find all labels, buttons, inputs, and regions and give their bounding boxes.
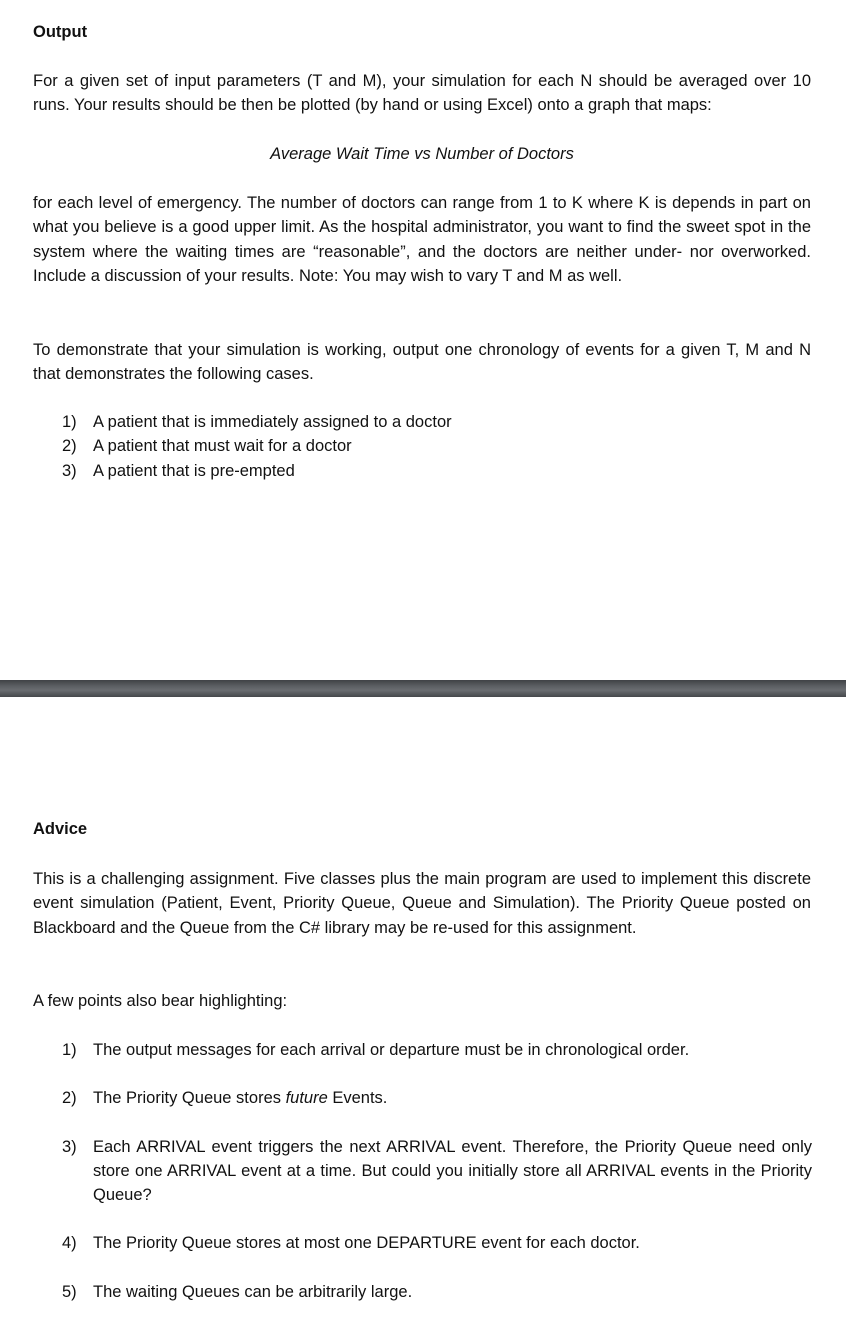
advice-paragraph-2: A few points also bear highlighting: (33, 992, 288, 1010)
list-number: 5) (62, 1282, 77, 1301)
list-number: 2) (62, 1089, 77, 1108)
list-item-text: Events. (327, 1089, 388, 1108)
list-item (62, 1038, 812, 1062)
output-paragraph-1: For a given set of input parameters (T and M), your simulation for each N should be averaged over 10 runs. Your results should be then be plotted (by hand or using Excel) onto a graph that maps: (33, 72, 811, 115)
section-heading-output: Output (33, 23, 88, 41)
list-item (62, 1086, 812, 1110)
graph-title: Average Wait Time vs Number of Doctors (270, 145, 574, 163)
list-item-text: The output messages for each arrival or departure must be in chronological order. (93, 1041, 690, 1059)
document-page-2 (0, 697, 846, 1340)
list-number: 3) (62, 1137, 77, 1156)
page-separator (0, 680, 846, 697)
list-number: 1) (62, 413, 77, 431)
points-list (62, 1038, 812, 1328)
list-item (62, 1135, 812, 1208)
output-paragraph-2: for each level of emergency. The number of doctors can range from 1 to K where K is depends in part on what you believe is a good upper limit. As the hospital administrator, you want to find the sweet spot in the system where the waiting times are “reasonable”, and the doctors are neither under- nor overworked. Include a discussion of your results. Note: You may wish to vary T and M as well. (33, 194, 811, 285)
list-item-text: The Priority Queue stores at most one DEPARTURE event for each doctor. (93, 1234, 640, 1253)
list-number: 2) (62, 437, 77, 456)
list-item-text: A patient that must wait for a doctor (93, 437, 352, 456)
list-item-text: Each ARRIVAL event triggers the next ARRIVAL event. Therefore, the Priority Queue need only store one ARRIVAL event at a time. But could you initially store all ARRIVAL events in the Priority Queue? (93, 1137, 812, 1205)
advice-paragraph-1: This is a challenging assignment. Five classes plus the main program are used to implement this discrete event simulation (Patient, Event, Priority Queue, Queue and Simulation). The Priority Queue posted on Blackboard and the Queue from the C# library may be re-used for this assignment. (33, 870, 811, 937)
list-item-text: A patient that is pre-empted (93, 461, 295, 480)
list-item (62, 1280, 812, 1304)
list-item (62, 410, 812, 434)
section-heading-advice: Advice (33, 820, 88, 838)
list-item (62, 434, 812, 458)
list-item-text: The Priority Queue stores (93, 1089, 286, 1108)
list-number: 1) (62, 1041, 77, 1059)
output-paragraph-3: To demonstrate that your simulation is working, output one chronology of events for a given T, M and N that demonstrates the following cases. (33, 341, 811, 384)
list-number: 4) (62, 1234, 77, 1253)
list-item (62, 1231, 812, 1255)
list-item (62, 459, 812, 483)
list-item-text: A patient that is immediately assigned to a doctor (93, 413, 452, 431)
list-item-text: The waiting Queues can be arbitrarily large. (93, 1282, 413, 1301)
list-number: 3) (62, 461, 77, 480)
cases-list (62, 410, 812, 483)
emphasis-text: future (285, 1089, 328, 1108)
